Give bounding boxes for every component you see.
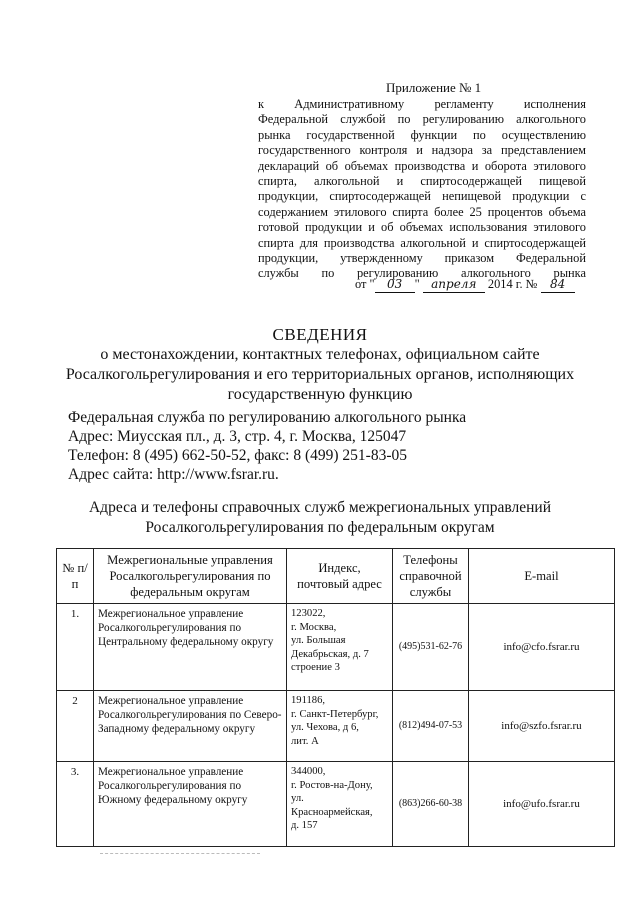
annex-line: готовой продукции и об объемах использования этилового	[258, 220, 586, 235]
date-year: 2014 г. №	[487, 277, 538, 291]
office-address	[287, 604, 393, 691]
agency-info	[68, 408, 466, 484]
header-email: E-mail	[469, 549, 615, 604]
agency-site: Адрес сайта: http://www.fsrar.ru.	[68, 466, 279, 483]
date-prefix: от "	[355, 277, 375, 291]
annex-title: Приложение № 1	[386, 80, 482, 95]
annex-line: Федеральной службой по регулированию алкогольного	[258, 112, 586, 127]
annex-line: службы по регулированию алкогольного рынка	[258, 266, 586, 281]
table-row	[57, 762, 615, 847]
office-phone: (863)266-60-38	[393, 762, 469, 847]
caption-line: Адреса и телефоны справочных служб межрегиональных управлений	[88, 499, 551, 516]
office-name: Межрегиональное управление Росалкогольрегулирования по Южному федеральному округу	[94, 762, 287, 847]
address-line: Декабрьская, д. 7	[291, 648, 369, 660]
document-title: СВЕДЕНИЯ	[272, 325, 368, 344]
subtitle-line: Росалкогольрегулирования и его территориальных органов, исполняющих	[65, 366, 575, 383]
annex-line: рынка государственной функции по осуществлению	[258, 127, 586, 142]
annex-line: государственного контроля и надзора за представлением	[258, 143, 586, 158]
page-cutoff-divider	[100, 853, 260, 854]
handwritten-day: 03	[375, 276, 415, 293]
address-line: ул. Чехова, д 6,	[291, 722, 359, 733]
annex-date	[355, 276, 575, 293]
row-num: 3.	[57, 762, 94, 847]
table-header-row	[57, 549, 615, 604]
header-num: № п/п	[57, 549, 94, 604]
header-office: Межрегиональные управления Росалкогольрегулирования по федеральным округам	[94, 549, 287, 604]
office-phone: (812)494-07-53	[393, 691, 469, 762]
regional-offices-table	[56, 548, 615, 847]
office-email: info@cfo.fsrar.ru	[469, 604, 615, 691]
caption-line: Росалкогольрегулирования по федеральным округам	[145, 519, 495, 536]
subtitle-line: государственную функцию	[227, 386, 413, 403]
office-email: info@szfo.fsrar.ru	[469, 691, 615, 762]
annex-line: содержанием этилового спирта более 25 процентов объема	[258, 204, 586, 219]
agency-name: Федеральная служба по регулированию алкогольного рынка	[68, 409, 467, 426]
annex-line: к Административному регламенту исполнения	[258, 97, 586, 111]
subtitle-line: о местонахождении, контактных телефонах, официальном сайте	[100, 346, 540, 363]
header-phone: Телефоны справочной службы	[393, 549, 469, 604]
handwritten-month: апреля	[423, 276, 485, 293]
agency-address: Адрес: Миусская пл., д. 3, стр. 4, г. Москва, 125047	[68, 428, 407, 445]
table-caption	[0, 498, 640, 538]
address-line: 191186,	[291, 695, 326, 706]
address-line: Красноармейская,	[291, 806, 373, 818]
annex-line: деклараций об объемах производства и оборота этилового	[258, 158, 586, 173]
agency-phone: Телефон: 8 (495) 662-50-52, факс: 8 (499) 251-83-05	[68, 447, 408, 464]
annex-line: спирта, алкогольной и спиртосодержащей пищевой	[258, 174, 586, 189]
header-address: Индекс, почтовый адрес	[287, 549, 393, 604]
address-line: г. Санкт-Петербург,	[291, 708, 379, 720]
row-num: 2	[57, 691, 94, 762]
annex-line: продукции, утвержденному приказом Федеральной	[258, 251, 586, 266]
address-line: г. Ростов-на-Дону,	[291, 779, 373, 791]
office-phone: (495)531-62-76	[393, 604, 469, 691]
office-email: info@ufo.fsrar.ru	[469, 762, 615, 847]
address-line: 344000,	[291, 766, 326, 777]
address-line: г. Москва,	[291, 621, 337, 633]
annex-line: продукции, спиртосодержащей непищевой продукции с	[258, 189, 586, 204]
address-line: д. 157	[291, 820, 318, 831]
document-subtitle	[0, 345, 640, 405]
table-row	[57, 691, 615, 762]
office-address	[287, 691, 393, 762]
address-line: ул.	[291, 793, 304, 804]
table-row	[57, 604, 615, 691]
address-line: строение 3	[291, 662, 340, 673]
office-name: Межрегиональное управление Росалкогольрегулирования по Северо-Западному федеральному округу	[94, 691, 287, 762]
office-name: Межрегиональное управление Росалкогольрегулирования по Центральному федеральному округу	[94, 604, 287, 691]
row-num: 1.	[57, 604, 94, 691]
date-mid: "	[414, 277, 420, 291]
annex-reference-text	[258, 97, 586, 282]
address-line: лит. А	[291, 735, 319, 747]
office-address	[287, 762, 393, 847]
annex-line: спирта для производства алкогольной и спиртосодержащей	[258, 235, 586, 250]
address-line: 123022,	[291, 608, 326, 619]
handwritten-order-number: 84	[541, 276, 575, 293]
address-line: ул. Большая	[291, 635, 346, 646]
